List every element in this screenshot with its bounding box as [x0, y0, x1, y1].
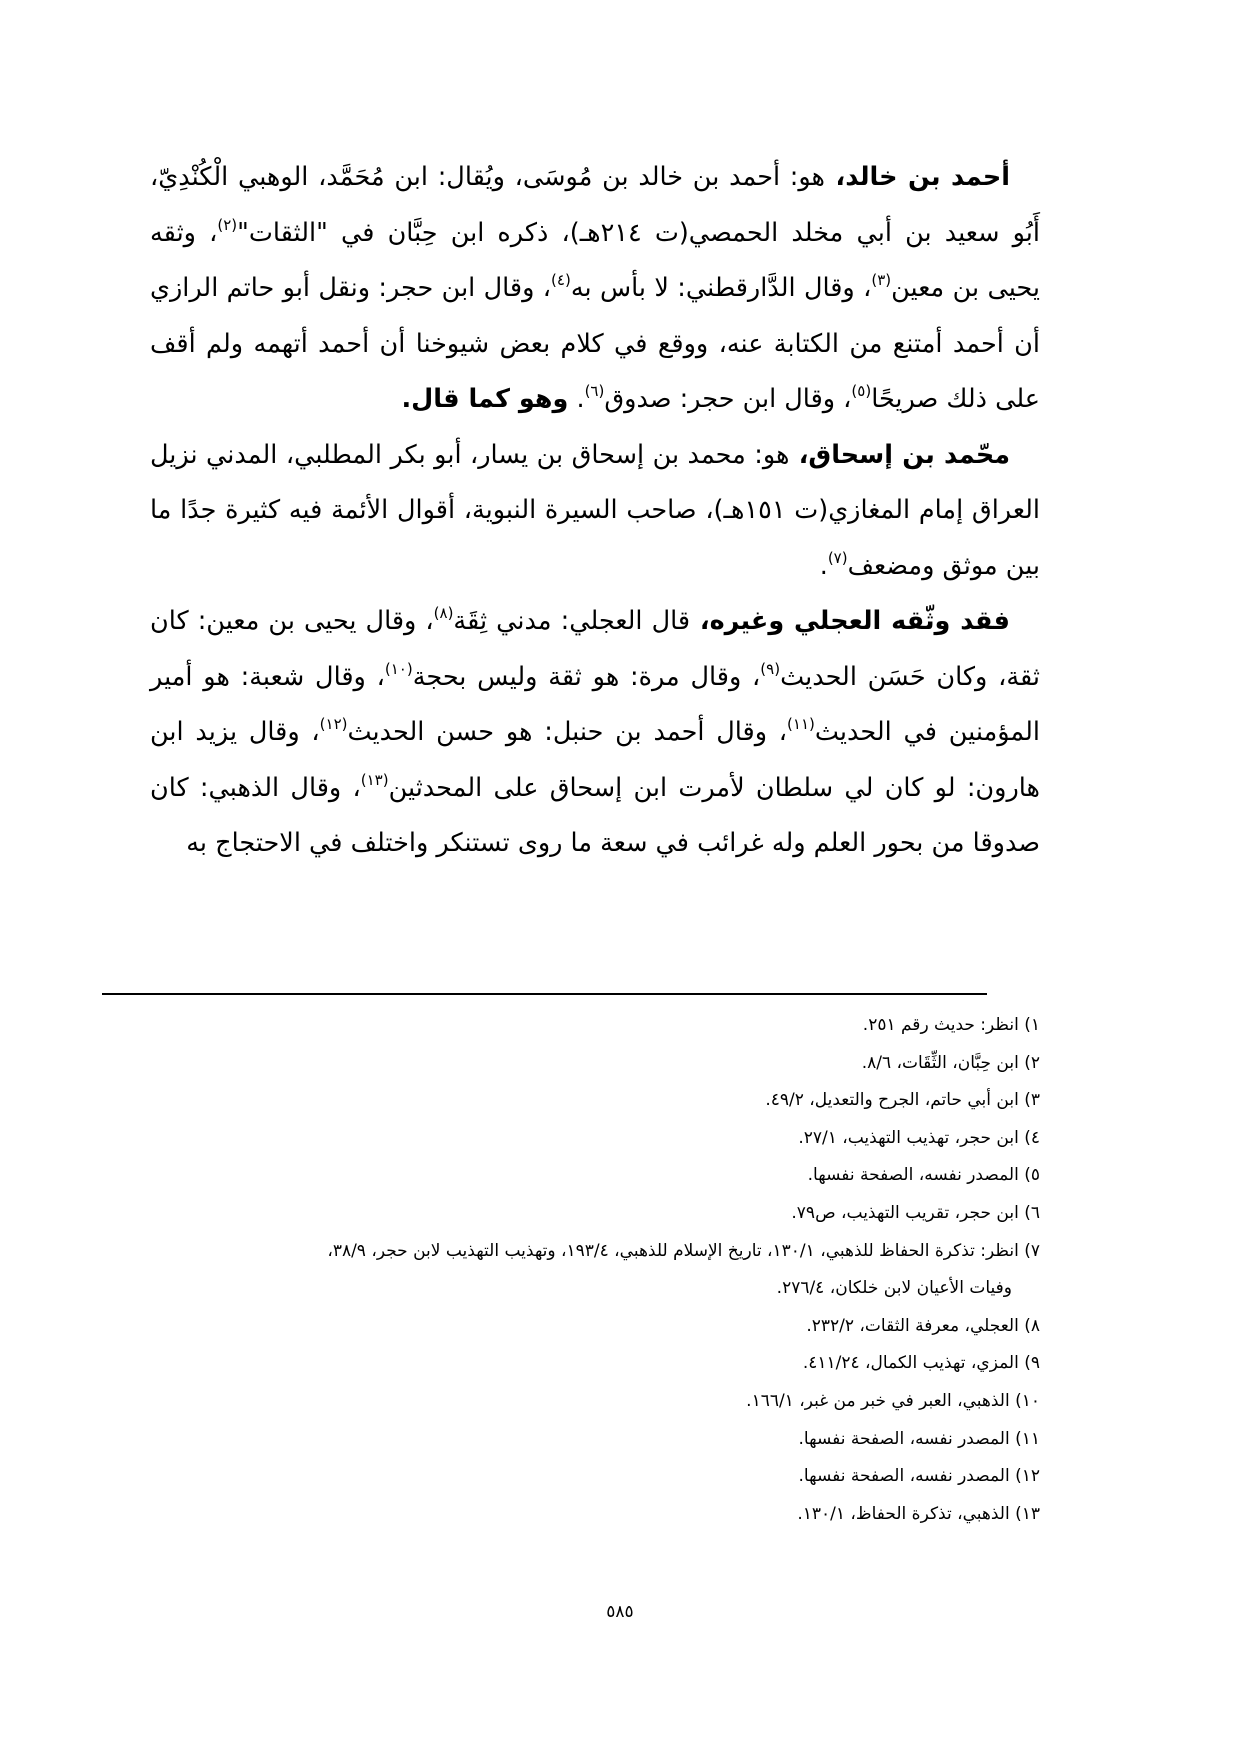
text-run: هو: محمد بن إسحاق بن يسار، أبو بكر المطلبي، المدني نزيل العراق إمام المغازي(ت ١٥١هـ)، صاحب السيرة النبوية، أقوال الأئمة فيه كثيرة جدًا ما بين موثق ومضعف [150, 439, 1040, 581]
text-run: ، وقال يزيد ابن هارون: لو كان لي سلطان لأمرت ابن إسحاق على المحدثين [150, 717, 1040, 803]
main-text [150, 150, 1040, 872]
footnote-text: ٨) العجلي، معرفة الثقات، ٢٣٢/٢. [806, 1315, 1040, 1336]
text-run: ، وقال يحيى بن معين: كان ثقة، وكان حَسَن الحديث [150, 606, 1040, 692]
footnote-ref: (٢) [217, 215, 238, 234]
footnote-separator [102, 993, 987, 995]
paragraph [150, 150, 1040, 428]
bold-text: فقد وثّقه العجلي وغيره، [690, 606, 1010, 636]
text-run: ، وقال مرة: هو ثقة وليس بحجة [412, 661, 761, 692]
footnote-text: ٣) ابن أبي حاتم، الجرح والتعديل، ٤٩/٢. [765, 1090, 1040, 1111]
text-run: ، وقال أحمد بن حنبل: هو حسن الحديث [347, 717, 788, 747]
footnote-ref: (٥) [851, 382, 872, 400]
footnote-text: ١١) المصدر نفسه، الصفحة نفسها. [798, 1428, 1040, 1449]
footnote [140, 1458, 1040, 1496]
footnote [140, 1120, 1040, 1158]
text-run: هو: أحمد بن خالد بن مُوسَى، ويُقال: ابن مُحَمَّد، الوهبي الْكُنْدِيّ، أَبُو سعيد بن أبي مخلد الحمصي(ت ٢١٤هـ)، ذكره ابن حِبَّان في "الثقات" [150, 162, 1040, 248]
footnote [140, 1496, 1040, 1534]
paragraph [150, 428, 1040, 595]
footnote [140, 1421, 1040, 1459]
footnote [140, 1308, 1040, 1346]
footnote-ref: (٨) [433, 604, 454, 622]
footnote-text: ١٠) الذهبي، العبر في خبر من غبر، ١٦٦/١. [746, 1390, 1040, 1411]
footnote [140, 1157, 1040, 1195]
footnote-continuation: وفيات الأعيان لابن خلكان، ٢٧٦/٤. [776, 1278, 1012, 1299]
footnote [140, 1345, 1040, 1383]
footnote [140, 1195, 1040, 1233]
footnote-text: ٢) ابن حِبَّان، الثِّقَات، ٨/٦. [861, 1052, 1040, 1073]
text-run: ، وقال الدَّارقطني: لا بأس به [570, 273, 872, 303]
footnote-text: ٦) ابن حجر، تقريب التهذيب، ص٧٩. [791, 1202, 1040, 1223]
footnote-text: ١٢) المصدر نفسه، الصفحة نفسها. [798, 1466, 1040, 1487]
footnote-ref: (٧) [827, 548, 848, 567]
footnote [140, 1383, 1040, 1421]
text-run: . [819, 550, 828, 581]
footnote-text: ٩) المزي، تهذيب الكمال، ٤١١/٢٤. [802, 1353, 1040, 1374]
footnote-ref: (١١) [787, 715, 815, 733]
footnote [140, 1007, 1040, 1045]
text-run: ، وثقه يحيى بن معين [150, 217, 1040, 303]
bold-text: محّمد بن إسحاق، [789, 439, 1011, 470]
paragraph [150, 594, 1040, 872]
text-run: ، وقال ابن حجر: صدوق [604, 384, 852, 414]
text-run: قال العجلي: مدني ثِقَة [453, 606, 691, 636]
footnote-ref: (٤) [551, 271, 571, 289]
text-run: ، وقال الذهبي: كان صدوقا من بحور العلم وله غرائب في سعة ما روى تستنكر واختلف في الاحتجاج به [150, 772, 1040, 858]
text-run: ، وقال ابن حجر: ونقل أبو حاتم الرازي أن أحمد أمتنع من الكتابة عنه، ووقع في كلام بعض شيوخنا أن أحمد أتهمه ولم أقف على ذلك صريحًا [150, 273, 1040, 414]
bold-text: أحمد بن خالد، [825, 162, 1011, 192]
footnote [140, 1233, 1040, 1308]
footnote [140, 1045, 1040, 1083]
text-run: . [568, 384, 585, 414]
footnote-ref: (١٣) [360, 770, 389, 789]
footnote-ref: (٣) [871, 271, 892, 289]
footnote-ref: (١٢) [319, 715, 348, 733]
footnote-ref: (١٠) [384, 659, 413, 678]
footnote-ref: (٦) [584, 382, 605, 400]
text-run: ، وقال شعبة: هو أمير المؤمنين في الحديث [150, 661, 1040, 747]
footnote-text: ٤) ابن حجر، تهذيب التهذيب، ٢٧/١. [798, 1127, 1040, 1148]
page-number: ٥٨٥ [606, 1602, 634, 1622]
footnote-ref: (٩) [760, 659, 781, 678]
footnote-text: ١٣) الذهبي، تذكرة الحفاظ، ١٣٠/١. [797, 1503, 1040, 1524]
footnote-text: ٧) انظر: تذكرة الحفاظ للذهبي، ١٣٠/١، تاريخ الإسلام للذهبي، ١٩٣/٤، وتهذيب التهذيب لابن حجر، ٣٨/٩، [327, 1240, 1040, 1261]
footnote-text: ٥) المصدر نفسه، الصفحة نفسها. [807, 1165, 1040, 1186]
bold-text: وهو كما قال. [401, 384, 569, 414]
footnote-text: ١) انظر: حديث رقم ٢٥١. [862, 1015, 1040, 1035]
footnote [140, 1082, 1040, 1120]
footnotes [140, 1007, 1040, 1533]
